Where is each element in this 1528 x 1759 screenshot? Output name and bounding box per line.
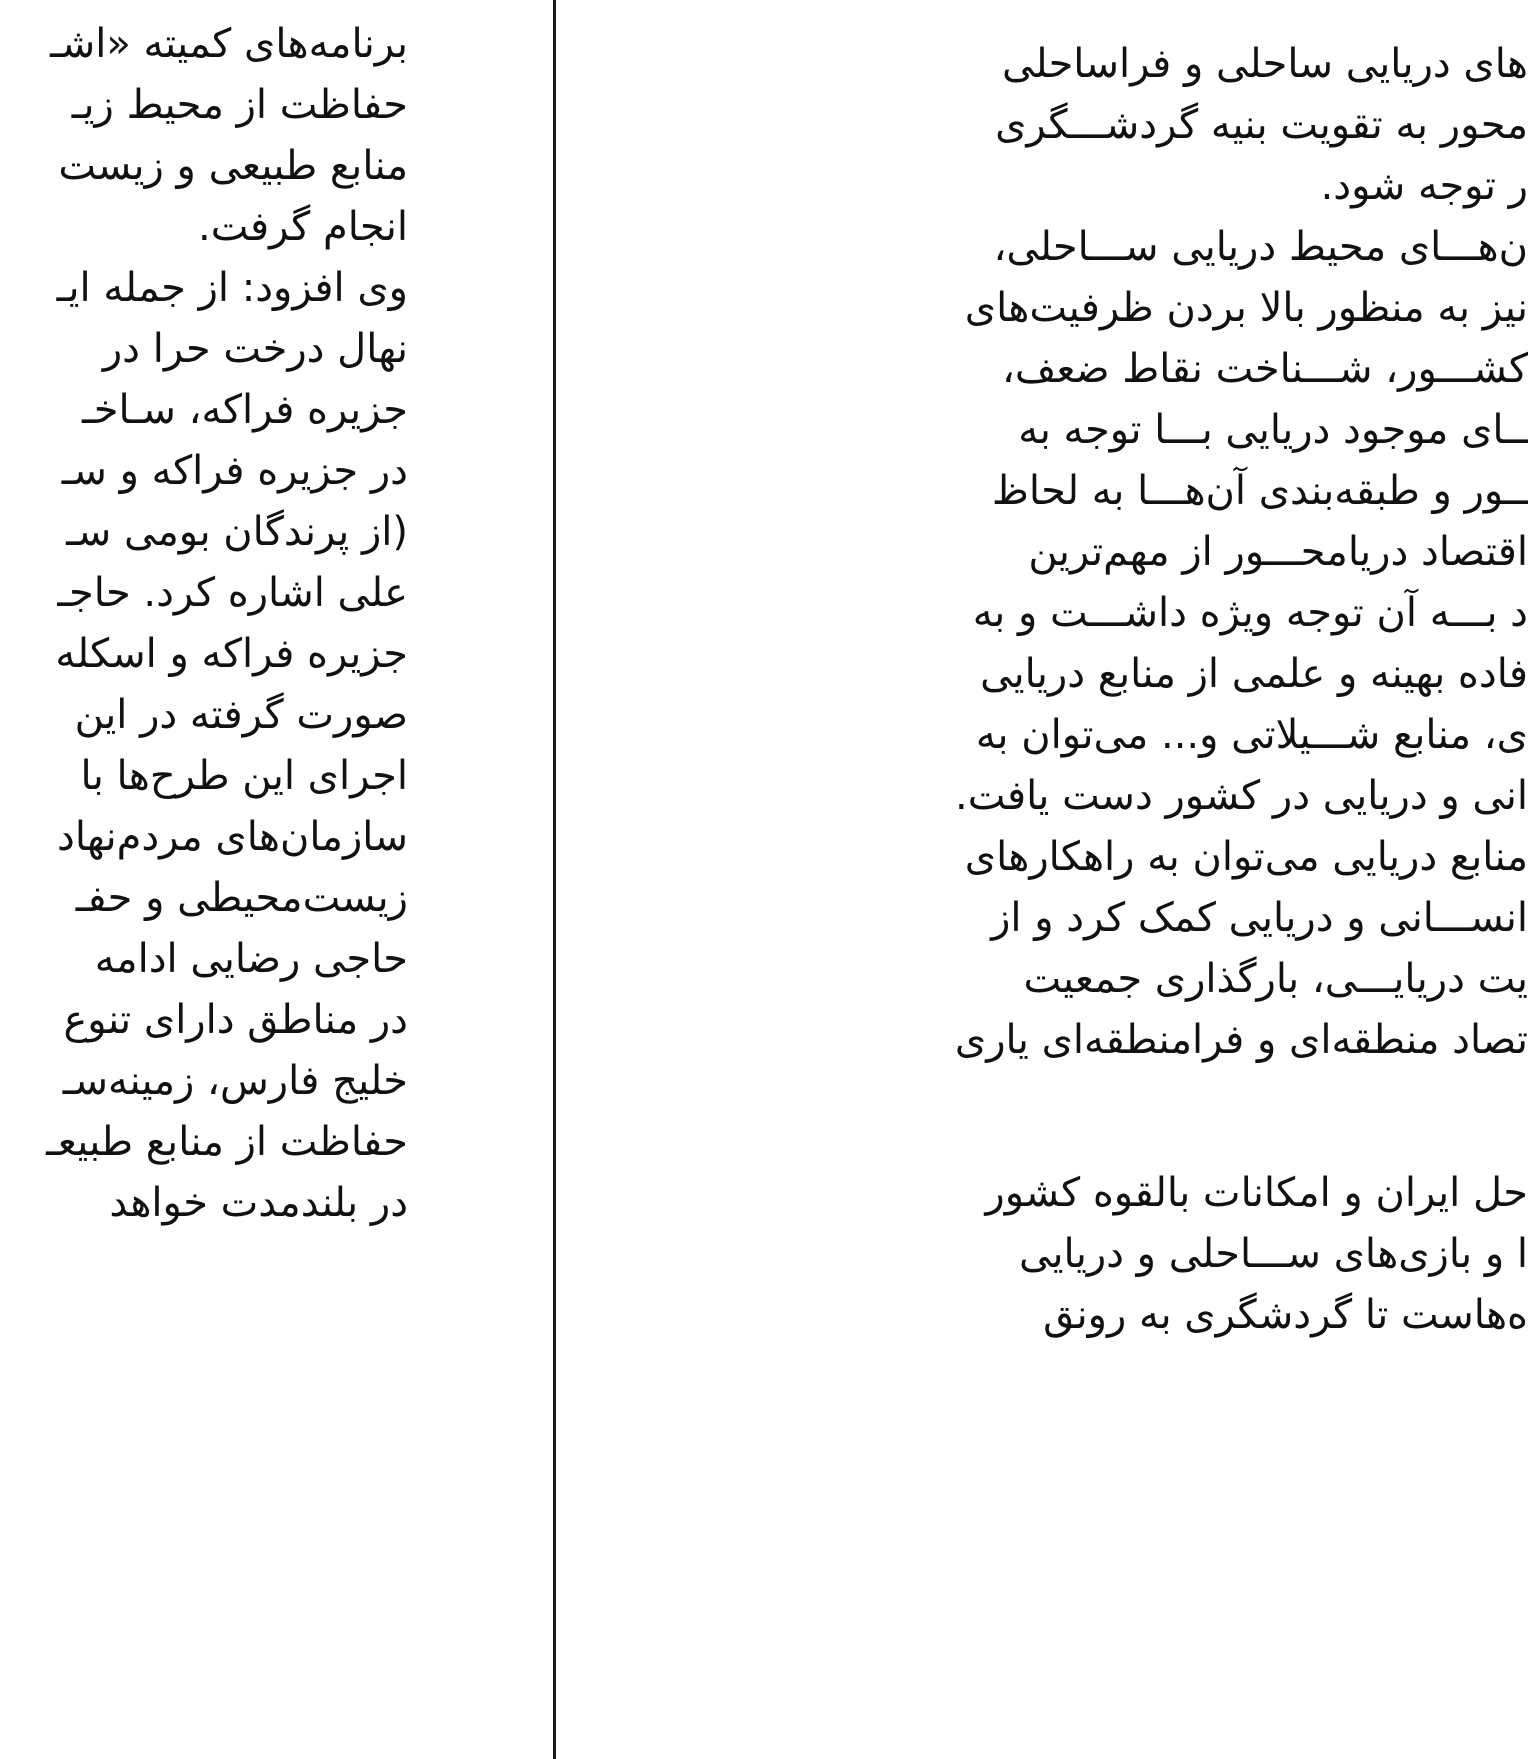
right-line: ر توجه شود.: [1320, 163, 1528, 209]
left-text-column: [0, 0, 555, 1759]
right-line: ی، منابع شـــیلاتی و... می‌توان به: [975, 712, 1528, 758]
left-line: نهال درخت حرا در: [102, 326, 408, 372]
right-line: ا و بازی‌های ســـاحلی و دریایی: [1019, 1231, 1528, 1277]
left-line: برنامه‌های کمیته «اشـ: [50, 21, 408, 67]
left-line: جزیره فراکه، سـاخـ: [82, 387, 408, 433]
left-line: جزیره فراکه و اسکله: [55, 631, 408, 677]
right-line: ن‌هـــای محیط دریایی ســـاحلی،: [993, 224, 1528, 270]
right-line: تصاد منطقه‌ای و فرامنطقه‌ای یاری: [954, 1017, 1528, 1063]
left-line: منابع طبیعی و زیست: [58, 143, 408, 189]
column-divider: [553, 0, 556, 1759]
left-line: (از پرندگان بومی سـ: [66, 509, 408, 555]
right-line: نیز به منظور بالا بردن ظرفیت‌های: [964, 285, 1528, 331]
left-line: زیست‌محیطی و حفـ: [75, 875, 408, 921]
right-line: فاده بهینه و علمی از منابع دریایی: [980, 651, 1528, 697]
right-line: محور به تقویت بنیه گردشـــگری: [995, 102, 1528, 148]
left-line: حفاظت از منابع طبیعـ: [46, 1119, 408, 1165]
right-line: انی و دریایی در کشور دست یافت.: [955, 773, 1528, 819]
right-line: انســـانی و دریایی کمک کرد و از: [991, 895, 1528, 941]
left-line: اجرای این طرح‌ها با: [80, 753, 408, 799]
right-line: کشـــور، شـــناخت نقاط ضعف،: [1002, 346, 1528, 392]
right-line: ــور و طبقه‌بندی آن‌هـــا به لحاظ: [991, 468, 1528, 514]
right-line: یت دریایـــی، بارگذاری جمعیت: [1023, 956, 1528, 1002]
left-line: خلیج فارس، زمینه‌سـ: [62, 1058, 408, 1104]
left-line: علی اشاره کرد. حاجـ: [57, 570, 408, 616]
left-line: صورت گرفته در این: [74, 692, 408, 738]
right-line: حل ایران و امکانات بالقوه کشور: [985, 1170, 1528, 1216]
right-text-column: [557, 0, 1528, 1759]
right-line: ه‌هاست تا گردشگری به رونق: [1043, 1292, 1528, 1338]
left-line: در مناطق دارای تنوع: [63, 997, 408, 1043]
left-line: وی افزود: از جمله ایـ: [56, 265, 408, 311]
left-line: در بلندمدت خواهد: [109, 1180, 408, 1226]
right-line: های دریایی ساحلی و فراساحلی: [1001, 41, 1528, 87]
left-line: سازمان‌های مردم‌نهاد: [57, 814, 408, 860]
right-line: اقتصاد دریامحـــور از مهم‌ترین: [1028, 529, 1528, 575]
right-line: د بـــه آن توجه ویژه داشـــت و به: [972, 590, 1528, 636]
left-line: در جزیره فراکه و سـ: [61, 448, 408, 494]
left-line: انجام گرفت.: [198, 204, 408, 250]
left-line: حاجی رضایی ادامه: [94, 936, 408, 982]
right-line: منابع دریایی می‌توان به راهکارهای: [964, 834, 1528, 880]
left-line: حفاظت از محیط زیـ: [71, 82, 408, 128]
right-line: ــای موجود دریایی بـــا توجه به: [1018, 407, 1528, 453]
